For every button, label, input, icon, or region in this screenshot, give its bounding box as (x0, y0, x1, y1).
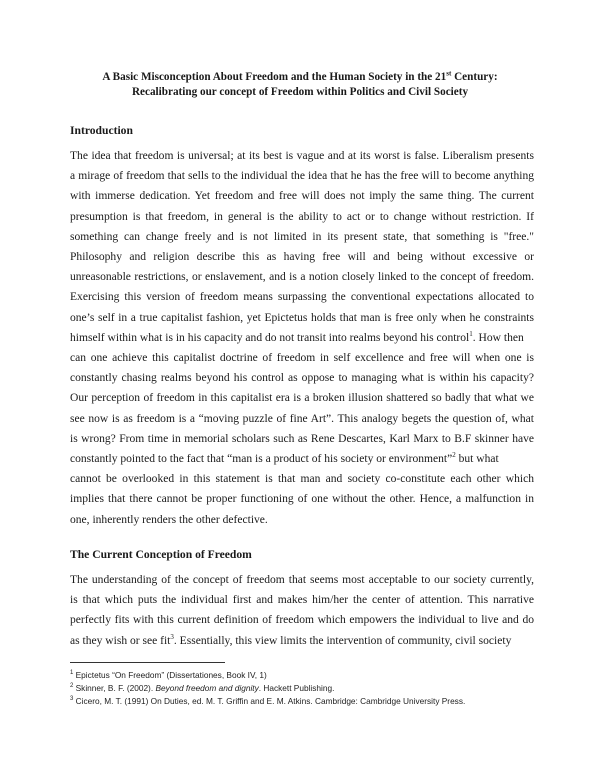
title-superscript: st (446, 69, 452, 78)
footnote-divider (70, 662, 225, 663)
footnote-number: 3 (70, 696, 74, 703)
paragraph-line: one’s self in a true capitalist fashion, yet Epictetus holds that man is free only when he constraints (70, 311, 534, 324)
paragraph-line-text: himself within what is in his capacity and do not transit into realms beyond his control (70, 331, 470, 344)
paragraph-line: presumption is that freedom, in general is the ability to act or to change without restriction. If (70, 210, 534, 223)
section-heading-current-conception: The Current Conception of Freedom (70, 548, 252, 561)
paragraph-line: unreasonable restrictions, or enslavement, and is a notion closely linked to the concept of freedom. (70, 271, 534, 284)
introduction-paragraph (70, 146, 534, 530)
footnotes (70, 669, 540, 708)
paragraph-line-text: . (173, 634, 180, 647)
paragraph-line (70, 631, 534, 651)
paragraph-line: can one achieve this capitalist doctrine of freedom in self excellence and free will when one is (70, 352, 534, 365)
section-heading-introduction: Introduction (70, 124, 133, 137)
paragraph-line: is wrong? From time in memorial scholars such as Rene Descartes, Karl Marx to B.F skinner have (70, 432, 534, 445)
paragraph-line: something can change freely and is not limited in its present state, that something is "free." (70, 230, 534, 243)
footnote-3 (70, 695, 540, 708)
paragraph-line: Exercising this version of freedom means surpassing the conventional expectations allocated to (70, 291, 534, 304)
footnote-number: 2 (70, 683, 74, 690)
paragraph-line: a mirage of freedom that sells to the individual the idea that he has the free will to become anything (70, 170, 534, 183)
footnote-2 (70, 682, 540, 695)
paragraph-line: see now is as freedom is a “moving puzzle of fine Art”. This analogy begets the question of, what (70, 412, 534, 425)
paragraph-line (70, 449, 534, 469)
footnote-text: Skinner, B. F. (2002). (73, 683, 156, 693)
paragraph-line: cannot be overlooked in this statement is that man and society co-constitute each other which (70, 473, 534, 486)
document-title (60, 70, 540, 100)
footnote-text: Cicero, M. T. (1991) On Duties, ed. M. T. Griffin and E. M. Atkins. Cambridge: Cambridge University Press. (73, 696, 466, 706)
paragraph-line: The understanding of the concept of freedom that seems most acceptable to our society currently, (70, 574, 534, 586)
title-line-1 (60, 70, 540, 85)
paragraph-line: implies that there cannot be proper functioning of one without the other. Hence, a malfunction in (70, 493, 534, 506)
footnote-ref-1[interactable]: 1 (469, 329, 473, 338)
paragraph-line-text: Essentially, this view limits the intervention of community, civil society (179, 634, 512, 647)
paragraph-line-text: . How then (472, 331, 524, 344)
footnote-book-title: Beyond freedom and dignity (155, 683, 259, 693)
paragraph-line: perfectly fits with this current definition of freedom which empowers the individual to live and do (70, 614, 534, 627)
paragraph-line-text: as they wish or see fit (70, 634, 171, 647)
paragraph-line: with immerse dedication. Yet freedom and free will does not imply the same thing. The current (70, 190, 534, 203)
footnote-text: Epictetus “On Freedom” (Dissertationes, Book IV, 1) (73, 670, 267, 680)
paragraph-line: constantly chasing realms beyond his control as oppose to managing what is within his capacity? (70, 372, 534, 385)
current-conception-paragraph (70, 570, 534, 651)
title-line-1-end: Century: (451, 71, 498, 83)
paragraph-line: is that which puts the individual first and makes him/her the center of attention. This narrative (70, 594, 534, 607)
footnote-1 (70, 669, 540, 682)
footnote-ref-3[interactable]: 3 (170, 632, 174, 641)
footnote-number: 1 (70, 670, 74, 677)
footnote-text: . Hackett Publishing. (258, 683, 335, 693)
paragraph-line-text: constantly pointed to the fact that “man is a product of his society or environment” (70, 453, 453, 466)
title-line-2: Recalibrating our concept of Freedom within Politics and Civil Society (131, 86, 469, 98)
title-line-1-text: A Basic Misconception About Freedom and the Human Society in the 21 (102, 71, 447, 83)
paragraph-line (70, 328, 534, 348)
paragraph-line: The idea that freedom is universal; at its best is vague and at its worst is false. Liberalism presents (70, 150, 534, 162)
paragraph-line: one, inherently renders the other defective. (70, 513, 268, 526)
footnote-ref-2[interactable]: 2 (452, 451, 456, 460)
paragraph-line: Our perception of freedom in this capitalist era is a broken illusion shattered so badly that what we (70, 392, 534, 405)
paragraph-line-text: but what (455, 453, 499, 466)
paragraph-line: Philosophy and religion describe this as having free will and being without excessive or (70, 251, 534, 264)
